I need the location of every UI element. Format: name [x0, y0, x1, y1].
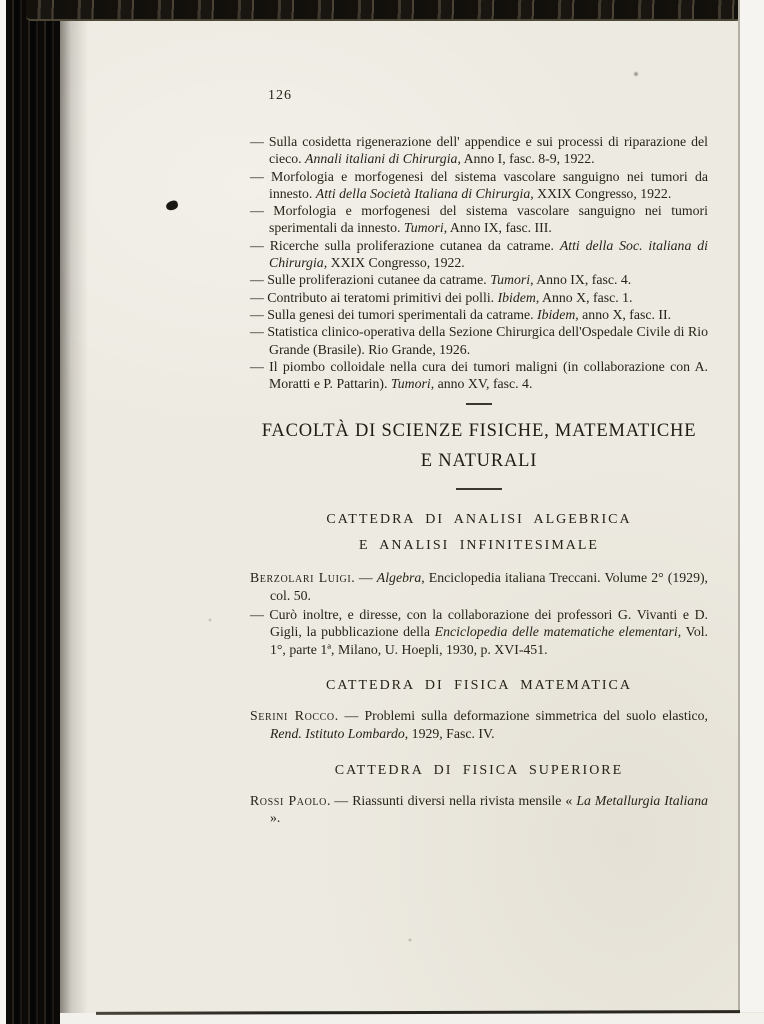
bib-text-lead: — Ricerche sulla proliferazione cutanea da catrame.: [250, 237, 560, 253]
bib-journal-italic: Ibidem: [536, 306, 576, 322]
bib-text-lead: — Contributo ai teratomi primitivi dei polli.: [250, 289, 498, 305]
faculty-heading-line2: E NATURALI: [420, 451, 538, 472]
chair-heading-line1: CATTEDRA DI FISICA SUPERIORE: [334, 762, 624, 778]
bibliography-item: [250, 358, 708, 393]
author-name: Serini Rocco: [250, 708, 335, 724]
bib-journal-italic: Tumori: [390, 376, 431, 392]
bib-text-tail: , Anno X, fasc. 1.: [535, 289, 633, 305]
bib-journal-italic: Ibidem: [497, 289, 536, 305]
section-divider-rule: [466, 403, 492, 405]
page-number: 126: [268, 88, 292, 103]
bibliography-item: [250, 202, 708, 237]
entry-work-italic: Algebra: [376, 570, 422, 586]
author-name: Rossi Paolo: [250, 792, 327, 808]
faculty-heading-line1: FACOLTÀ DI SCIENZE FISICHE, MATEMATICHE: [261, 421, 697, 442]
scan-right-margin: [738, 0, 764, 1012]
bibliography-list: [250, 133, 708, 392]
chair-heading-line1: CATTEDRA DI FISICA MATEMATICA: [326, 678, 632, 694]
bib-text-lead: — Il piombo colloidale nella cura dei tumori maligni (in collaborazione con A. Moratti e P. Pattarin).: [250, 358, 708, 392]
bib-journal-italic: Tumori: [490, 272, 531, 288]
bib-text-tail: , XXIX Congresso, 1922.: [323, 255, 465, 271]
entry-work-italic: Enciclopedia delle matematiche elementari: [434, 624, 678, 640]
entry-text-tail: , 1929, Fasc. IV.: [404, 726, 495, 742]
entry-work-italic: Rend. Istituto Lombardo: [270, 726, 405, 742]
bib-text-tail: , Anno IX, fasc. III.: [443, 220, 552, 236]
entry-text-tail: , Vol. 1°, parte 1ª, Milano, U. Hoepli, 1930, p. XVI-451.: [270, 624, 709, 657]
bibliography-item: [250, 323, 708, 358]
book-top-page-edges: [26, 0, 744, 21]
chair-heading-analisi-algebrica: [250, 507, 708, 559]
entry-berzolari: [250, 569, 708, 604]
bibliography-item: [250, 289, 708, 306]
gutter-shadow: [60, 0, 88, 1024]
entry-serini: [250, 707, 708, 742]
bib-text-tail: , anno XV, fasc. 4.: [430, 376, 533, 392]
bibliography-item: [250, 168, 708, 203]
bib-text-lead: — Morfologia e morfogenesi del sistema vascolare sanguigno nei tumori da innesto.: [250, 168, 708, 201]
bib-text-lead: — Sulle proliferazioni cutanee da catrame.: [250, 272, 491, 288]
entry-rossi: [250, 792, 708, 827]
entry-work-italic: La Metallurgia Italiana: [576, 792, 708, 808]
bibliography-item: [250, 306, 708, 323]
bibliography-item: [250, 237, 708, 272]
book-binding-edge: [6, 0, 60, 1024]
bib-journal-italic: Atti della Società Italiana di Chirurgia: [315, 185, 531, 201]
bib-text-lead: — Morfologia e morfogenesi del sistema vascolare sanguigno nei tumori sperimentali da innesto.: [250, 203, 708, 236]
chair-heading-line1: CATTEDRA DI ANALISI ALGEBRICA: [326, 512, 632, 528]
bib-text-tail: , Anno IX, fasc. 4.: [530, 272, 632, 288]
bib-text-lead: — Sulla cosidetta rigenerazione dell' appendice e sui processi di riparazione del cieco.: [250, 134, 708, 167]
faculty-underline-rule: [456, 488, 502, 490]
entry-berzolari-second: [250, 606, 708, 659]
author-name: Berzolari Luigi: [250, 570, 352, 586]
bib-text-tail: , anno X, fasc. II.: [575, 306, 672, 322]
chair-heading-line2: E ANALISI INFINITESIMALE: [359, 538, 599, 554]
entry-text-tail: ».: [270, 810, 281, 826]
bib-text-lead: — Sulla genesi dei tumori sperimentali da catrame.: [250, 306, 537, 322]
bibliography-item: [250, 133, 708, 168]
chair-heading-fisica-superiore: [250, 758, 708, 784]
bib-text-tail: , Anno I, fasc. 8-9, 1922.: [457, 151, 595, 167]
page-content: [250, 88, 708, 827]
chair-heading-fisica-matematica: [250, 673, 708, 699]
bib-journal-italic: Tumori: [403, 220, 444, 236]
bib-text-lead: — Statistica clinico-operativa della Sezione Chirurgica dell'Ospedale Civile di Rio Grande (Brasile). Rio Grande, 1926.: [250, 324, 708, 357]
entry-text-lead: . — Problemi sulla deformazione simmetrica del suolo elastico,: [334, 708, 709, 724]
entry-text-lead: . —: [351, 570, 377, 586]
entry-text-lead: . — Riassunti diversi nella rivista mensile «: [326, 792, 577, 808]
bib-journal-italic: Annali italiani di Chirurgia: [305, 151, 458, 167]
entry-text-lead: — Curò inoltre, e diresse, con la collaborazione dei professori G. Vivanti e D. Gigli, la pubblicazione della: [250, 606, 708, 640]
bibliography-item: [250, 271, 708, 288]
faculty-heading: [250, 416, 708, 476]
entry-text-tail: , Enciclopedia italiana Treccani. Volume 2° (1929), col. 50.: [270, 570, 709, 604]
bib-journal-italic: Atti della Soc. italiana di Chirurgia: [269, 237, 708, 271]
bib-text-tail: , XXIX Congresso, 1922.: [530, 185, 672, 201]
